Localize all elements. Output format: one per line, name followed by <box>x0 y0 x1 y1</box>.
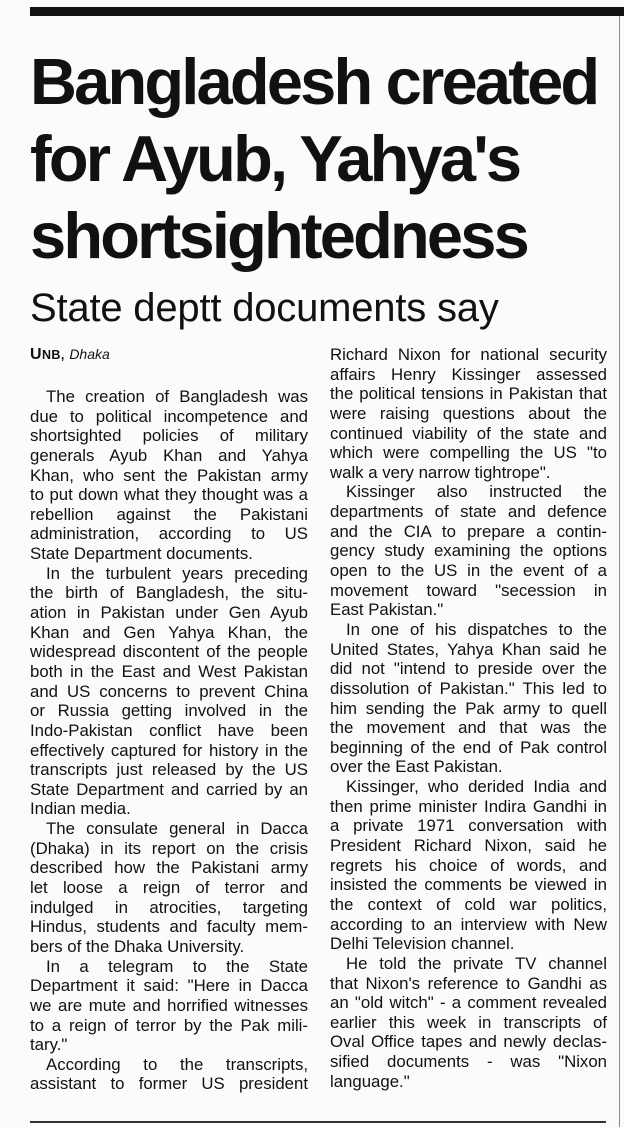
text-line: Hindus, students and faculty mem- <box>30 917 308 937</box>
text-line: that Nixon's reference to Gandhi as <box>330 973 607 993</box>
text-line: In the turbulent years preceding <box>46 563 308 583</box>
text-line: tary." <box>30 1035 68 1055</box>
text-line: Khan and Gen Yahya Khan, the <box>30 622 308 642</box>
text-line: the movement and that was the <box>330 718 607 738</box>
column-left <box>30 387 308 1094</box>
text-line: assistant to former US president <box>30 1074 308 1094</box>
text-line: let loose a reign of terror and <box>30 878 308 898</box>
text-line: him sending the Pak army to quell <box>330 698 607 718</box>
text-line: due to political incompetence and <box>30 406 308 426</box>
top-rule <box>30 7 624 16</box>
headline <box>30 43 597 274</box>
byline-location: Dhaka <box>69 346 110 362</box>
text-line: according to an interview with New <box>330 914 607 934</box>
text-line: East Pakistan." <box>330 600 444 620</box>
paragraph <box>330 954 607 1091</box>
text-line: According to the transcripts, <box>46 1054 308 1074</box>
text-line: indulged in atrocities, targeting <box>30 897 308 917</box>
text-line: In a telegram to the State <box>46 956 308 976</box>
text-line: rebellion against the Pakistani <box>30 504 308 524</box>
text-line: United States, Yahya Khan said he <box>330 639 607 659</box>
headline-line: Bangladesh created <box>30 45 598 118</box>
headline-line: for Ayub, Yahya's <box>30 122 520 195</box>
text-line: Kissinger also instructed the <box>346 482 607 502</box>
text-line: ation in Pakistan under Gen Ayub <box>30 603 308 623</box>
column-right <box>330 345 607 1091</box>
text-line: a private 1971 conversation with <box>330 816 607 836</box>
clipping-edge <box>619 16 620 1127</box>
text-line: walk a very narrow tightrope". <box>330 462 551 482</box>
text-line: the political tensions in Pakistan that <box>330 384 607 404</box>
text-line: The creation of Bangladesh was <box>46 387 308 406</box>
text-line: the birth of Bangladesh, the situ- <box>30 583 308 603</box>
paragraph <box>30 387 308 564</box>
subheadline: State deptt documents say <box>30 286 499 330</box>
text-line: shortsighted policies of military <box>30 426 308 446</box>
text-line: over the East Pakistan. <box>330 757 503 777</box>
text-line: beginning of the end of Pak control <box>330 737 607 757</box>
text-line: The consulate general in Dacca <box>46 819 308 839</box>
paragraph <box>30 564 308 819</box>
text-line: we are mute and horrified witnesses <box>30 995 308 1015</box>
text-line: were raising questions about the <box>330 403 607 423</box>
text-line: Khan, who sent the Pakistan army <box>30 465 308 485</box>
text-line: and US concerns to prevent China <box>30 681 308 701</box>
text-line: transcripts just released by the US <box>30 760 308 780</box>
text-line: did not "intend to preside over the <box>330 659 607 679</box>
text-line: affairs Henry Kissinger assessed <box>330 364 607 384</box>
text-line: Department it said: "Here in Dacca <box>30 976 308 996</box>
text-line: open to the US in the event of a <box>330 561 607 581</box>
text-line: or Russia getting involved in the <box>30 701 308 721</box>
text-line: which were compelling the US "to <box>330 443 607 463</box>
byline-agency: UNB <box>30 346 61 363</box>
text-line: Indo-Pakistan conflict have been <box>30 720 308 740</box>
text-line: movement toward "secession in <box>330 580 607 600</box>
paragraph <box>30 957 308 1055</box>
text-line: generals Ayub Khan and Yahya <box>30 445 308 465</box>
text-line: regrets his choice of words, and <box>330 855 607 875</box>
text-line: bers of the Dhaka University. <box>30 936 245 956</box>
text-line: dissolution of Pakistan." This led to <box>330 678 607 698</box>
text-line: widespread discontent of the people <box>30 642 308 662</box>
byline-separator: , <box>60 348 65 362</box>
text-line: described how the Pakistani army <box>30 858 308 878</box>
text-line: administration, according to US <box>30 524 308 544</box>
paragraph <box>330 482 607 619</box>
text-line: language." <box>330 1071 410 1091</box>
paragraph <box>30 1055 308 1094</box>
text-line: gency study examining the options <box>330 541 607 561</box>
text-line: and the CIA to prepare a contin- <box>330 521 607 541</box>
text-line: Delhi Television channel. <box>330 934 515 954</box>
paragraph <box>30 819 308 956</box>
text-line: then prime minister Indira Gandhi in <box>330 796 607 816</box>
headline-line: shortsightedness <box>30 199 527 272</box>
text-line: Kissinger, who derided India and <box>346 777 607 797</box>
text-line: the context of cold war politics, <box>330 894 607 914</box>
text-line: insisted the comments be viewed in <box>330 875 607 895</box>
text-line: departments of state and defence <box>330 502 607 522</box>
text-line: In one of his dispatches to the <box>346 619 607 639</box>
paragraph <box>330 345 607 482</box>
text-line: State Department and carried by an <box>30 779 308 799</box>
byline <box>30 345 110 365</box>
text-line: an "old witch" - a comment revealed <box>330 993 607 1013</box>
text-line: earlier this week in transcripts of <box>330 1012 607 1032</box>
text-line: State Department documents. <box>30 544 253 564</box>
paragraph <box>330 777 607 954</box>
text-line: He told the private TV channel <box>346 953 607 973</box>
text-line: continued viability of the state and <box>330 423 607 443</box>
text-line: both in the East and West Pakistan <box>30 661 308 681</box>
text-line: to put down what they thought was a <box>30 485 308 505</box>
text-line: to a reign of terror by the Pak mili- <box>30 1015 308 1035</box>
text-line: effectively captured for history in the <box>30 740 308 760</box>
text-line: Oval Office tapes and newly declas- <box>330 1032 607 1052</box>
text-line: (Dhaka) in its report on the crisis <box>30 838 308 858</box>
text-line: Richard Nixon for national security <box>330 345 607 364</box>
text-line: President Richard Nixon, said he <box>330 836 607 856</box>
text-line: sified documents - was "Nixon <box>330 1052 607 1072</box>
bottom-rule <box>30 1121 606 1123</box>
paragraph <box>330 620 607 777</box>
text-line: Indian media. <box>30 799 131 819</box>
